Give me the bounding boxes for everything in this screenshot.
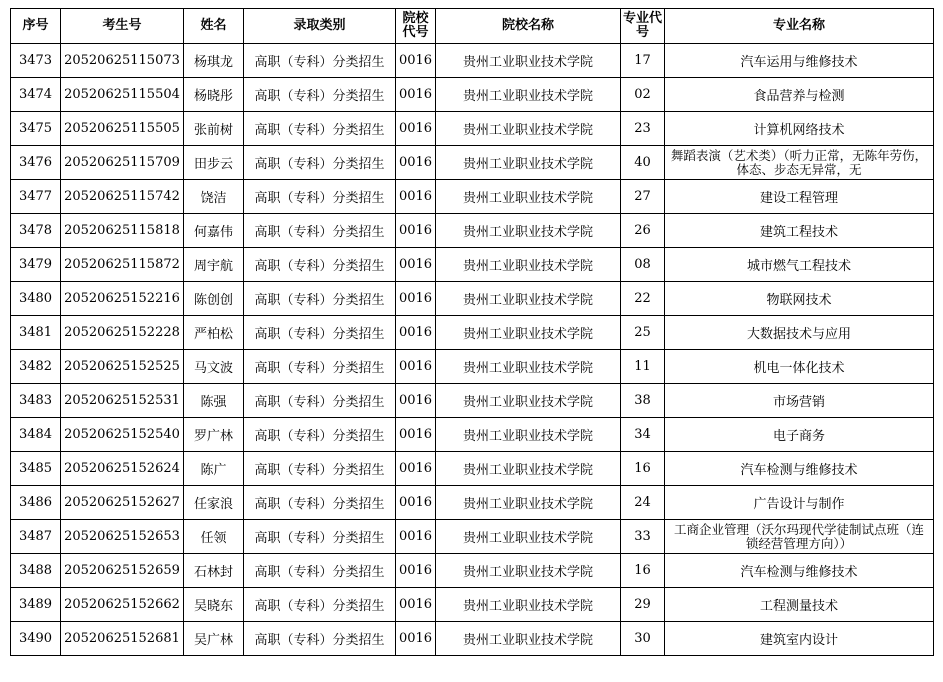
table-row	[11, 554, 934, 588]
table-body	[11, 44, 934, 656]
cell-category: 高职（专科）分类招生	[244, 214, 396, 248]
cell-school-name: 贵州工业职业技术学院	[436, 248, 621, 282]
cell-school-name: 贵州工业职业技术学院	[436, 554, 621, 588]
cell-exam-no: 20520625152681	[61, 622, 184, 656]
cell-category: 高职（专科）分类招生	[244, 146, 396, 180]
header-major-name: 专业名称	[665, 9, 934, 44]
cell-major-name: 机电一体化技术	[665, 350, 934, 384]
cell-major-code: 40	[621, 146, 665, 180]
table-row	[11, 486, 934, 520]
cell-seq: 3477	[11, 180, 61, 214]
cell-school-name: 贵州工业职业技术学院	[436, 622, 621, 656]
cell-school-code: 0016	[396, 282, 436, 316]
cell-school-name: 贵州工业职业技术学院	[436, 588, 621, 622]
table-row	[11, 180, 934, 214]
cell-category: 高职（专科）分类招生	[244, 384, 396, 418]
cell-school-name: 贵州工业职业技术学院	[436, 44, 621, 78]
cell-major-name: 工程测量技术	[665, 588, 934, 622]
cell-category: 高职（专科）分类招生	[244, 180, 396, 214]
cell-exam-no: 20520625115505	[61, 112, 184, 146]
cell-category: 高职（专科）分类招生	[244, 622, 396, 656]
cell-seq: 3483	[11, 384, 61, 418]
cell-exam-no: 20520625152624	[61, 452, 184, 486]
header-major-code: 专业代号	[621, 9, 665, 44]
cell-exam-no: 20520625115073	[61, 44, 184, 78]
cell-school-code: 0016	[396, 248, 436, 282]
cell-seq: 3490	[11, 622, 61, 656]
cell-major-name	[665, 146, 934, 180]
cell-exam-no: 20520625115872	[61, 248, 184, 282]
cell-exam-no: 20520625152627	[61, 486, 184, 520]
cell-exam-no: 20520625152531	[61, 384, 184, 418]
cell-school-name: 贵州工业职业技术学院	[436, 78, 621, 112]
table-row	[11, 520, 934, 554]
cell-exam-no: 20520625152659	[61, 554, 184, 588]
table-row	[11, 146, 934, 180]
cell-name: 罗广林	[184, 418, 244, 452]
header-school-name: 院校名称	[436, 9, 621, 44]
cell-seq: 3481	[11, 316, 61, 350]
cell-name: 马文波	[184, 350, 244, 384]
cell-school-name: 贵州工业职业技术学院	[436, 112, 621, 146]
cell-school-code: 0016	[396, 622, 436, 656]
cell-major-name: 电子商务	[665, 418, 934, 452]
cell-name: 田步云	[184, 146, 244, 180]
cell-seq: 3476	[11, 146, 61, 180]
cell-seq: 3475	[11, 112, 61, 146]
table-row	[11, 588, 934, 622]
cell-seq: 3486	[11, 486, 61, 520]
cell-exam-no: 20520625115709	[61, 146, 184, 180]
table-row	[11, 418, 934, 452]
cell-name: 何嘉伟	[184, 214, 244, 248]
cell-major-code: 30	[621, 622, 665, 656]
cell-exam-no: 20520625152228	[61, 316, 184, 350]
cell-category: 高职（专科）分类招生	[244, 486, 396, 520]
header-exam-no: 考生号	[61, 9, 184, 44]
cell-major-code: 38	[621, 384, 665, 418]
cell-major-code: 22	[621, 282, 665, 316]
admission-table	[10, 8, 934, 656]
cell-major-name: 建设工程管理	[665, 180, 934, 214]
header-row	[11, 9, 934, 44]
cell-seq: 3488	[11, 554, 61, 588]
cell-school-code: 0016	[396, 486, 436, 520]
table-row	[11, 44, 934, 78]
cell-name: 陈广	[184, 452, 244, 486]
cell-major-code: 17	[621, 44, 665, 78]
cell-school-name: 贵州工业职业技术学院	[436, 180, 621, 214]
header-category: 录取类别	[244, 9, 396, 44]
cell-exam-no: 20520625152662	[61, 588, 184, 622]
cell-major-name: 城市燃气工程技术	[665, 248, 934, 282]
cell-name: 陈强	[184, 384, 244, 418]
cell-exam-no: 20520625152525	[61, 350, 184, 384]
cell-name: 周宇航	[184, 248, 244, 282]
cell-school-code: 0016	[396, 554, 436, 588]
cell-school-name: 贵州工业职业技术学院	[436, 486, 621, 520]
cell-name: 石林封	[184, 554, 244, 588]
table-row	[11, 350, 934, 384]
cell-major-code: 24	[621, 486, 665, 520]
cell-major-code: 11	[621, 350, 665, 384]
cell-name: 杨晓彤	[184, 78, 244, 112]
cell-exam-no: 20520625152653	[61, 520, 184, 554]
cell-category: 高职（专科）分类招生	[244, 248, 396, 282]
admission-table-wrapper	[10, 8, 934, 656]
cell-major-name: 物联网技术	[665, 282, 934, 316]
table-row	[11, 78, 934, 112]
cell-seq: 3478	[11, 214, 61, 248]
cell-school-code: 0016	[396, 418, 436, 452]
cell-exam-no: 20520625115742	[61, 180, 184, 214]
cell-seq: 3473	[11, 44, 61, 78]
cell-name: 张前树	[184, 112, 244, 146]
cell-seq: 3487	[11, 520, 61, 554]
header-name: 姓名	[184, 9, 244, 44]
cell-seq: 3482	[11, 350, 61, 384]
cell-school-code: 0016	[396, 588, 436, 622]
cell-category: 高职（专科）分类招生	[244, 520, 396, 554]
cell-major-code: 23	[621, 112, 665, 146]
cell-school-name: 贵州工业职业技术学院	[436, 146, 621, 180]
header-school-code: 院校代号	[396, 9, 436, 44]
cell-school-name: 贵州工业职业技术学院	[436, 316, 621, 350]
cell-school-name: 贵州工业职业技术学院	[436, 384, 621, 418]
cell-exam-no: 20520625152216	[61, 282, 184, 316]
cell-school-name: 贵州工业职业技术学院	[436, 520, 621, 554]
cell-category: 高职（专科）分类招生	[244, 350, 396, 384]
cell-major-name: 市场营销	[665, 384, 934, 418]
cell-major-code: 33	[621, 520, 665, 554]
cell-category: 高职（专科）分类招生	[244, 418, 396, 452]
table-row	[11, 622, 934, 656]
cell-major-code: 08	[621, 248, 665, 282]
cell-exam-no: 20520625115818	[61, 214, 184, 248]
cell-seq: 3489	[11, 588, 61, 622]
cell-school-name: 贵州工业职业技术学院	[436, 282, 621, 316]
cell-seq: 3474	[11, 78, 61, 112]
cell-major-name: 汽车检测与维修技术	[665, 554, 934, 588]
major-name-text: 工商企业管理（沃尔玛现代学徒制试点班（连锁经营管理方向））	[673, 522, 924, 551]
cell-major-name: 汽车检测与维修技术	[665, 452, 934, 486]
cell-seq: 3484	[11, 418, 61, 452]
cell-major-code: 27	[621, 180, 665, 214]
cell-name: 严柏松	[184, 316, 244, 350]
cell-school-code: 0016	[396, 520, 436, 554]
cell-school-name: 贵州工业职业技术学院	[436, 418, 621, 452]
cell-major-code: 29	[621, 588, 665, 622]
cell-major-code: 02	[621, 78, 665, 112]
cell-seq: 3480	[11, 282, 61, 316]
cell-major-code: 16	[621, 554, 665, 588]
cell-exam-no: 20520625115504	[61, 78, 184, 112]
cell-school-code: 0016	[396, 112, 436, 146]
cell-name: 吴晓东	[184, 588, 244, 622]
cell-major-name: 广告设计与制作	[665, 486, 934, 520]
cell-major-code: 25	[621, 316, 665, 350]
cell-name: 饶洁	[184, 180, 244, 214]
cell-major-code: 16	[621, 452, 665, 486]
cell-name: 吴广林	[184, 622, 244, 656]
cell-name: 陈创创	[184, 282, 244, 316]
cell-school-code: 0016	[396, 78, 436, 112]
major-name-text: 舞蹈表演（艺术类）（听力正常，无陈年劳伤，体态、步态无异常，无	[670, 148, 928, 177]
table-row	[11, 316, 934, 350]
cell-school-code: 0016	[396, 316, 436, 350]
cell-major-name: 食品营养与检测	[665, 78, 934, 112]
cell-school-code: 0016	[396, 452, 436, 486]
table-row	[11, 214, 934, 248]
cell-major-code: 26	[621, 214, 665, 248]
cell-major-name: 建筑室内设计	[665, 622, 934, 656]
cell-exam-no: 20520625152540	[61, 418, 184, 452]
cell-school-name: 贵州工业职业技术学院	[436, 350, 621, 384]
cell-major-name: 汽车运用与维修技术	[665, 44, 934, 78]
cell-school-code: 0016	[396, 214, 436, 248]
cell-school-code: 0016	[396, 384, 436, 418]
cell-school-code: 0016	[396, 350, 436, 384]
cell-school-code: 0016	[396, 44, 436, 78]
table-row	[11, 112, 934, 146]
cell-seq: 3485	[11, 452, 61, 486]
cell-category: 高职（专科）分类招生	[244, 452, 396, 486]
cell-seq: 3479	[11, 248, 61, 282]
cell-category: 高职（专科）分类招生	[244, 282, 396, 316]
header-seq: 序号	[11, 9, 61, 44]
cell-category: 高职（专科）分类招生	[244, 588, 396, 622]
cell-major-name	[665, 520, 934, 554]
table-row	[11, 248, 934, 282]
cell-school-name: 贵州工业职业技术学院	[436, 452, 621, 486]
cell-major-name: 建筑工程技术	[665, 214, 934, 248]
cell-major-name: 计算机网络技术	[665, 112, 934, 146]
cell-school-code: 0016	[396, 146, 436, 180]
cell-major-name: 大数据技术与应用	[665, 316, 934, 350]
cell-category: 高职（专科）分类招生	[244, 554, 396, 588]
cell-name: 杨琪龙	[184, 44, 244, 78]
table-row	[11, 452, 934, 486]
cell-category: 高职（专科）分类招生	[244, 78, 396, 112]
table-row	[11, 282, 934, 316]
cell-category: 高职（专科）分类招生	[244, 112, 396, 146]
cell-name: 任领	[184, 520, 244, 554]
cell-school-code: 0016	[396, 180, 436, 214]
cell-major-code: 34	[621, 418, 665, 452]
table-row	[11, 384, 934, 418]
cell-name: 任家浪	[184, 486, 244, 520]
cell-category: 高职（专科）分类招生	[244, 316, 396, 350]
cell-school-name: 贵州工业职业技术学院	[436, 214, 621, 248]
cell-category: 高职（专科）分类招生	[244, 44, 396, 78]
